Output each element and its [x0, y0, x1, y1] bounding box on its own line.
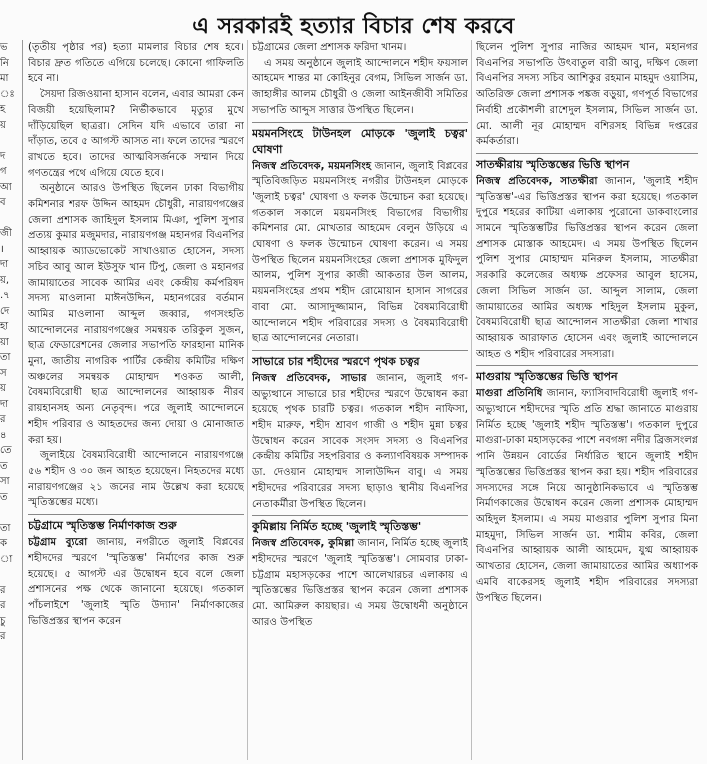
- section-divider: [476, 365, 698, 366]
- top-strip: [0, 0, 707, 8]
- paragraph: [28, 535, 244, 629]
- paragraph: এ সময় অনুষ্ঠানে জুলাই আন্দোলনে শহীদ ফয়সাল আহমেদ শান্তর মা কোহিনুর বেগম, সিভিল সার্জন ডা. জাহাঙ্গীর আলম চৌধুরী ও জেলা আইনজীবী সমিতির সভাপতি আব্দুস সাত্তার উপস্থিত ছিলেন।: [252, 57, 468, 116]
- paragraph: [476, 386, 698, 606]
- section-divider: [476, 153, 698, 154]
- subheading: চট্টগ্রামে স্মৃতিস্তম্ভ নির্মাণকাজ শুরু: [28, 519, 177, 533]
- story-text: জানান, জুলাই গণ-অভ্যুত্থানে সাভারে চার শহীদের স্মরণে উদ্বোধন করা হয়েছে পৃথক চারটি চত্বর। গতকাল শহীদ নাফিসা, শহীদ মারুফ, শহীদ শ্রাবণ গাজী ও শহীদ মুন্না চত্বর উদ্বোধন করেন সাবেক সংসদ সদস্য ও বিএনপির কেন্দ্রীয় কমিটির সহপরিবার ও কল্যাণবিষয়ক সম্পাদক ডা. দেওয়ান মোহাম্মদ সালাউদ্দিন বাবু। এ সময় শহীদদের পরিবারের সদস্য ছাড়াও স্থানীয় বিএনপির নেতাকর্মীরা উপস্থিত ছিলেন।: [252, 372, 468, 510]
- subheading: সাভারে চার শহীদের স্মরণে পৃথক চত্বর: [252, 354, 420, 368]
- dateline: মাগুরা প্রতিনিধি: [476, 388, 543, 400]
- paragraph: চট্টগ্রামের জেলা প্রশাসক ফরিদা খানম।: [252, 42, 407, 53]
- story-text: জানায়, নগরীতে জুলাই বিপ্লবের শহীদদের স্মরণে 'স্মৃতিস্তম্ভ' নির্মাণের কাজ শুরু হয়েছে। ৫ আগস্ট এর উদ্বোধন হবে বলে জেলা প্রশাসনের পক্ষ থেকে জানানো হয়েছে। গতকাল পাঁচলাইশে 'জুলাই স্মৃতি উদ্যান' নির্মাণকাজের ভিত্তিপ্রস্তর স্থাপন করেন: [28, 537, 244, 627]
- dateline: চট্টগ্রাম ব্যুরো: [28, 537, 88, 549]
- column-rule: [247, 40, 248, 760]
- column-1: [28, 40, 244, 764]
- paragraph: সৈয়দা রিজওয়ানা হাসান বলেন, এবার আমরা কেন বিজয়ী হয়েছিলাম? নির্ভীকভাবে মৃত্যুর মুখে দাঁড়িয়েছিল ছাত্ররা। সেদিন যদি এভাবে তারা না দাঁড়াত, তবে ৫ আগস্ট আসত না। ফলে তাদের স্মরণে রাখতে হবে। তাদের আত্মবিসর্জনকে সম্মান দিয়ে গণতন্ত্রের পথে এগিয়ে যেতে হবে।: [28, 89, 244, 179]
- paragraph: [252, 159, 468, 347]
- column-rule: [471, 40, 472, 760]
- story-text: জানান, ফ্যাসিবাদবিরোধী জুলাই গণ-অভ্যুত্থানে শহীদদের স্মৃতি প্রতি শ্রদ্ধা জানাতে মাগুরায় নির্মিত হচ্ছে 'জুলাই শহীদ স্মৃতিস্তম্ভ'। গতকাল দুপুরে মাগুরা-ঢাকা মহাসড়কের পাশে নবগঙ্গা নদীর ব্রিজসংলগ্ন পানি উন্নয়ন বোর্ডের নির্ধারিত স্থানে জুলাই শহীদ স্মৃতিস্তম্ভের ভিত্তিপ্রস্তর স্থাপন করা হয়। শহীদ পরিবারের সদস্যদের সঙ্গে নিয়ে আনুষ্ঠানিকভাবে এ স্মৃতিস্তম্ভ নির্মাণকাজের উদ্বোধন করেন জেলা প্রশাসক মোহাম্মদ অহিদুল ইসলাম। এ সময় মাগুরার পুলিশ সুপার মিনা মাহমুদা, সিভিল সার্জন ডা. শামীম কবির, জেলা বিএনপির আহ্বায়ক আলী আহমেদ, যুগ্ম আহ্বায়ক আখতার হোসেন, জেলা জামায়াতের আমির অধ্যাপক এমবি বাকেরসহ জুলাই শহীদ পরিবারের সদস্যরা উপস্থিত ছিলেন।: [476, 388, 698, 604]
- section-divider: [252, 515, 468, 516]
- dateline: নিজস্ব প্রতিবেদক, ময়মনসিংহ: [252, 160, 372, 172]
- dateline: নিজস্ব প্রতিবেদক, কুমিল্লা: [252, 538, 355, 550]
- section-divider: [252, 350, 468, 351]
- headline: এ সরকারই হত্যার বিচার শেষ করবে: [192, 13, 515, 39]
- column-2: [252, 40, 468, 764]
- subheading: সাতক্ষীরায় স্মৃতিস্তম্ভের ভিত্তি স্থাপন: [476, 157, 630, 171]
- paragraph: [252, 371, 468, 512]
- left-gutter-text: ভ নি মা ঃ হ য় দ গ আ ব জী । দা য়, .৭ দে হা য়া তা স য় দা র ৪ তে ত সা ত তা ক া র র চু র: [0, 40, 23, 760]
- paragraph: অনুষ্ঠানে আরও উপস্থিত ছিলেন ঢাকা বিভাগীয় কমিশনার শরফ উদ্দিন আহমদ চৌধুরী, নারায়ণগঞ্জের জেলা প্রশাসক জাহিদুল ইসলাম মিঞা, পুলিশ সুপার প্রত্যয় কুমার মজুমদার, নারায়ণগঞ্জ মহানগর বিএনপির আহ্বায়ক অ্যাডভোকেট সাখাওয়াত হোসেন, সদস্য সচিব আবু আল ইউসুফ খান টিপু, জেলা ও মহানগর জামায়াতের সাবেক আমির এবং কেন্দ্রীয় কর্মপরিষদ সদস্য মাওলানা মাঈনউদ্দিন, মহানগরের বর্তমান আমির মাওলানা আব্দুল জব্বার, গণসংহতি আন্দোলনের নারায়ণগঞ্জের সমন্বয়ক তরিকুল সুজন, ছাত্র ফেডারেশনের জেলার সভাপতি ফারহানা মানিক মুনা, জাতীয় নাগরিক পার্টির কেন্দ্রীয় কমিটির দক্ষিণ অঞ্চলের সমন্বয়ক মোহাম্মদ শওকত আলী, বৈষম্যবিরোধী ছাত্র আন্দোলনের আহ্বায়ক নীরব রায়হানসহ অন্য নেতৃবৃন্দ। পরে জুলাই আন্দোলনে শহীদ পরিবার ও আহতদের জন্য দোয়া ও মোনাজাত করা হয়।: [28, 183, 244, 446]
- subheading: মাগুরায় স্মৃতিস্তম্ভের ভিত্তি স্থাপন: [476, 370, 618, 384]
- subheading: কুমিল্লায় নির্মিত হচ্ছে 'জুলাই স্মৃতিস্তম্ভ': [252, 520, 422, 534]
- story-text: জানান, জুলাই বিপ্লবের স্মৃতিবিজড়িত ময়মনসিংহ নগরীর টাউনহল মোড়কে 'জুলাই চত্বর' ঘোষণা ও ফলক উন্মোচন করা হয়েছে। গতকাল সকালে ময়মনসিংহ বিভাগের বিভাগীয় কমিশনার মো. মোখতার আহমেদ বেলুন উড়িয়ে এ ঘোষণা ও ফলক উন্মোচন ঘোষণা করেন। এ সময় উপস্থিত ছিলেন ময়মনসিংহের জেলা প্রশাসক মুফিদুল আলম, পুলিশ সুপার কাজী আকতার উল আলম, ময়মনসিংহের প্রথম শহীদ রোমোয়ান হাসান সাগরের বাবা মো. আসাদুজ্জামান, বিভিন্ন বৈষম্যবিরোধী আন্দোলনে শহীদ পরিবারের সদস্য ও বৈষম্যবিরোধী ছাত্র আন্দোলনের নেতারা।: [252, 160, 468, 345]
- story-text: জানান, নির্মিত হচ্ছে জুলাই শহীদদের স্মরণে 'জুলাই স্মৃতিস্তম্ভ'। সোমবার ঢাকা-চট্টগ্রাম মহাসড়কের পাশে আলেখারচর এলাকায় এ স্মৃতিস্তম্ভের ভিত্তিপ্রস্তর স্থাপন করেন জেলা প্রশাসক মো. আমিরুল কায়ছার। এ সময় উদ্বোধনী অনুষ্ঠানে আরও উপস্থিত: [252, 538, 468, 628]
- section-divider: [252, 122, 468, 123]
- subheading: ময়মনসিংহে টাউনহল মোড়কে 'জুলাই চত্বর' ঘোষণা: [252, 126, 468, 156]
- dateline: নিজস্ব প্রতিবেদক, সাতক্ষীরা: [476, 175, 598, 187]
- paragraph: [476, 174, 698, 362]
- paragraph: ছিলেন পুলিশ সুপার নাজির আহমদ খান, মহানগর বিএনপির সভাপতি উৎবাতুল বারী আবু, দক্ষিণ জেলা বিএনপির সদস্য সচিব আশিকুর রহমান মাহমুদ ওয়াসিম, অতিরিক্ত জেলা প্রশাসক পঙ্কজ বড়ুয়া, গণপূর্ত বিভাগের নির্বাহী প্রকৌশলী রাশেদুল ইসলাম, সিভিল সার্জন ডা. মো. আলী নূর মোহাম্মদ বশিরসহ বিভিন্ন দপ্তরের কর্মকর্তারা।: [476, 42, 698, 148]
- paragraph: জুলাইয়ে বৈষম্যবিরোধী আন্দোলনে নারায়ণগঞ্জে ৫৬ শহীদ ও ৩০ জন আহত হয়েছেন। নিহতদের মধ্যে নারায়ণগঞ্জের ২১ জনের নাম উল্লেখ করা হয়েছে স্মৃতিস্তম্ভের মধ্যে।: [28, 450, 244, 509]
- column-3: [476, 40, 698, 764]
- paragraph: [252, 536, 468, 630]
- lead-paragraph: (তৃতীয় পৃষ্ঠার পর) হত্যা মামলার বিচার শেষ হবে। বিচার দ্রুত গতিতে এগিয়ে চলেছে। কোনো গাফিলতি হবে না।: [28, 42, 244, 85]
- dateline: নিজস্ব প্রতিবেদক, সাভার: [252, 372, 367, 384]
- section-divider: [28, 514, 244, 515]
- story-text: জানান, 'জুলাই শহীদ স্মৃতিস্তম্ভ'-এর ভিত্তিপ্রস্তর স্থাপন করা হয়েছে। গতকাল দুপুরে শহরের কাটিয়া এলাকায় পুরোনো ডাকবাংলোর সামনে স্মৃতিস্তম্ভটির ভিত্তিপ্রস্তর স্থাপন করেন জেলা প্রশাসক মোস্তাক আহমেদ। এ সময় উপস্থিত ছিলেন পুলিশ সুপার মোহাম্মদ মনিরুল ইসলাম, সাতক্ষীরা সরকারি কলেজের অধ্যক্ষ প্রফেসর আবুল হাসেম, জেলা সিভিল সার্জন ডা. আব্দুল সালাম, জেলা জামায়াতের আমির অধ্যক্ষ শহিদুল ইসলাম মুকুল, বৈষম্যবিরোধী ছাত্র আন্দোলন সাতক্ষীরা জেলা শাখার আহ্বায়ক আরাফাত হোসেন এবং জুলাই আন্দোলনে আহত ও শহীদ পরিবারের সদস্যরা।: [476, 175, 698, 360]
